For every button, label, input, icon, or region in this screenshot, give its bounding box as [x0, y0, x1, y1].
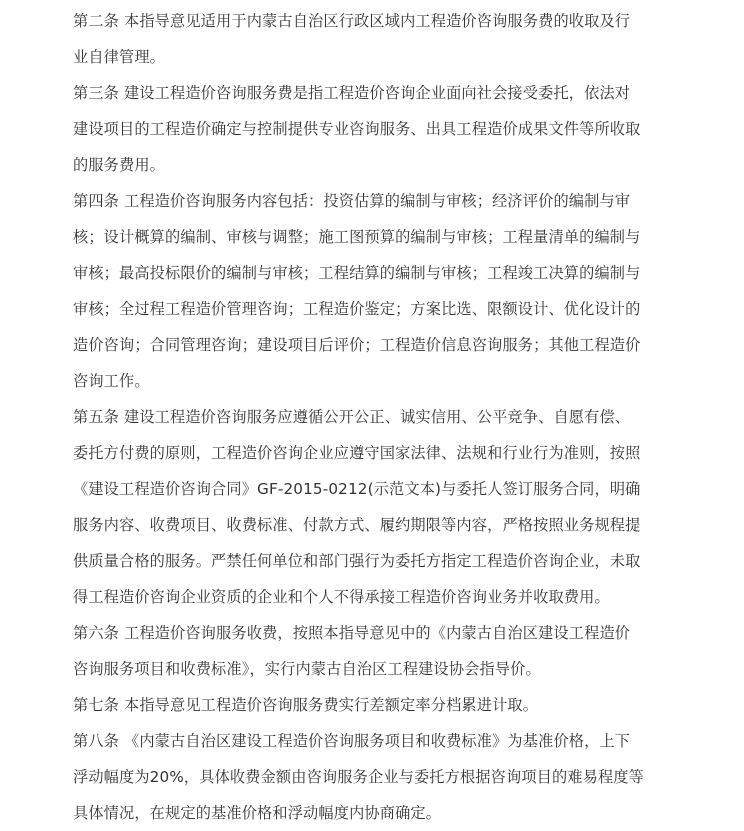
text-line: 《建设工程造价咨询合同》GF-2015-0212(示范文本)与委托人签订服务合同，明确 — [73, 480, 641, 498]
text-line: 服务内容、收费项目、收费标准、付款方式、履约期限等内容，严格按照业务规程提 — [73, 516, 641, 534]
text-line: 得工程造价咨询企业资质的企业和个人不得承接工程造价咨询业务并收取费用。 — [73, 588, 610, 606]
article-paragraph — [73, 3, 676, 75]
text-line: 审核；最高投标限价的编制与审核；工程结算的编制与审核；工程竣工决算的编制与 — [73, 264, 641, 282]
article-paragraph — [73, 183, 676, 399]
text-line: 第二条 本指导意见适用于内蒙古自治区行政区域内工程造价咨询服务费的收取及行 — [73, 12, 631, 30]
text-line: 浮动幅度为20%，具体收费金额由咨询服务企业与委托方根据咨询项目的难易程度等 — [73, 768, 645, 786]
text-line: 第六条 工程造价咨询服务收费，按照本指导意见中的《内蒙古自治区建设工程造价 — [73, 624, 631, 642]
text-line: 审核；全过程工程造价管理咨询；工程造价鉴定；方案比选、限额设计、优化设计的 — [73, 300, 641, 318]
text-line: 委托方付费的原则，工程造价咨询企业应遵守国家法律、法规和行业行为准则，按照 — [73, 444, 641, 462]
text-line: 咨询工作。 — [73, 372, 150, 390]
article-paragraph — [73, 399, 676, 615]
text-line: 核；设计概算的编制、审核与调整；施工图预算的编制与审核；工程量清单的编制与 — [73, 228, 641, 246]
text-line: 第五条 建设工程造价咨询服务应遵循公开公正、诚实信用、公平竞争、自愿有偿、 — [73, 408, 631, 426]
text-line: 咨询服务项目和收费标准》，实行内蒙古自治区工程建设协会指导价。 — [73, 660, 541, 678]
text-line: 造价咨询；合同管理咨询；建设项目后评价；工程造价信息咨询服务；其他工程造价 — [73, 336, 641, 354]
text-line: 的服务费用。 — [73, 156, 166, 174]
text-line: 建设项目的工程造价确定与控制提供专业咨询服务、出具工程造价成果文件等所收取 — [73, 120, 641, 138]
text-line: 第七条 本指导意见工程造价咨询服务费实行差额定率分档累进计取。 — [73, 696, 539, 714]
text-line: 供质量合格的服务。严禁任何单位和部门强行为委托方指定工程造价咨询企业，未取 — [73, 552, 641, 570]
article-paragraph — [73, 75, 676, 183]
text-line: 第三条 建设工程造价咨询服务费是指工程造价咨询企业面向社会接受委托，依法对 — [73, 84, 631, 102]
text-line: 具体情况，在规定的基准价格和浮动幅度内协商确定。 — [73, 804, 442, 822]
text-line: 业自律管理。 — [73, 48, 166, 66]
article-paragraph — [73, 723, 676, 831]
article-paragraph — [73, 687, 676, 723]
text-line: 第四条 工程造价咨询服务内容包括：投资估算的编制与审核；经济评价的编制与审 — [73, 192, 631, 210]
text-line: 第八条 《内蒙古自治区建设工程造价咨询服务项目和收费标准》为基准价格，上下 — [73, 732, 631, 750]
article-paragraph — [73, 615, 676, 687]
